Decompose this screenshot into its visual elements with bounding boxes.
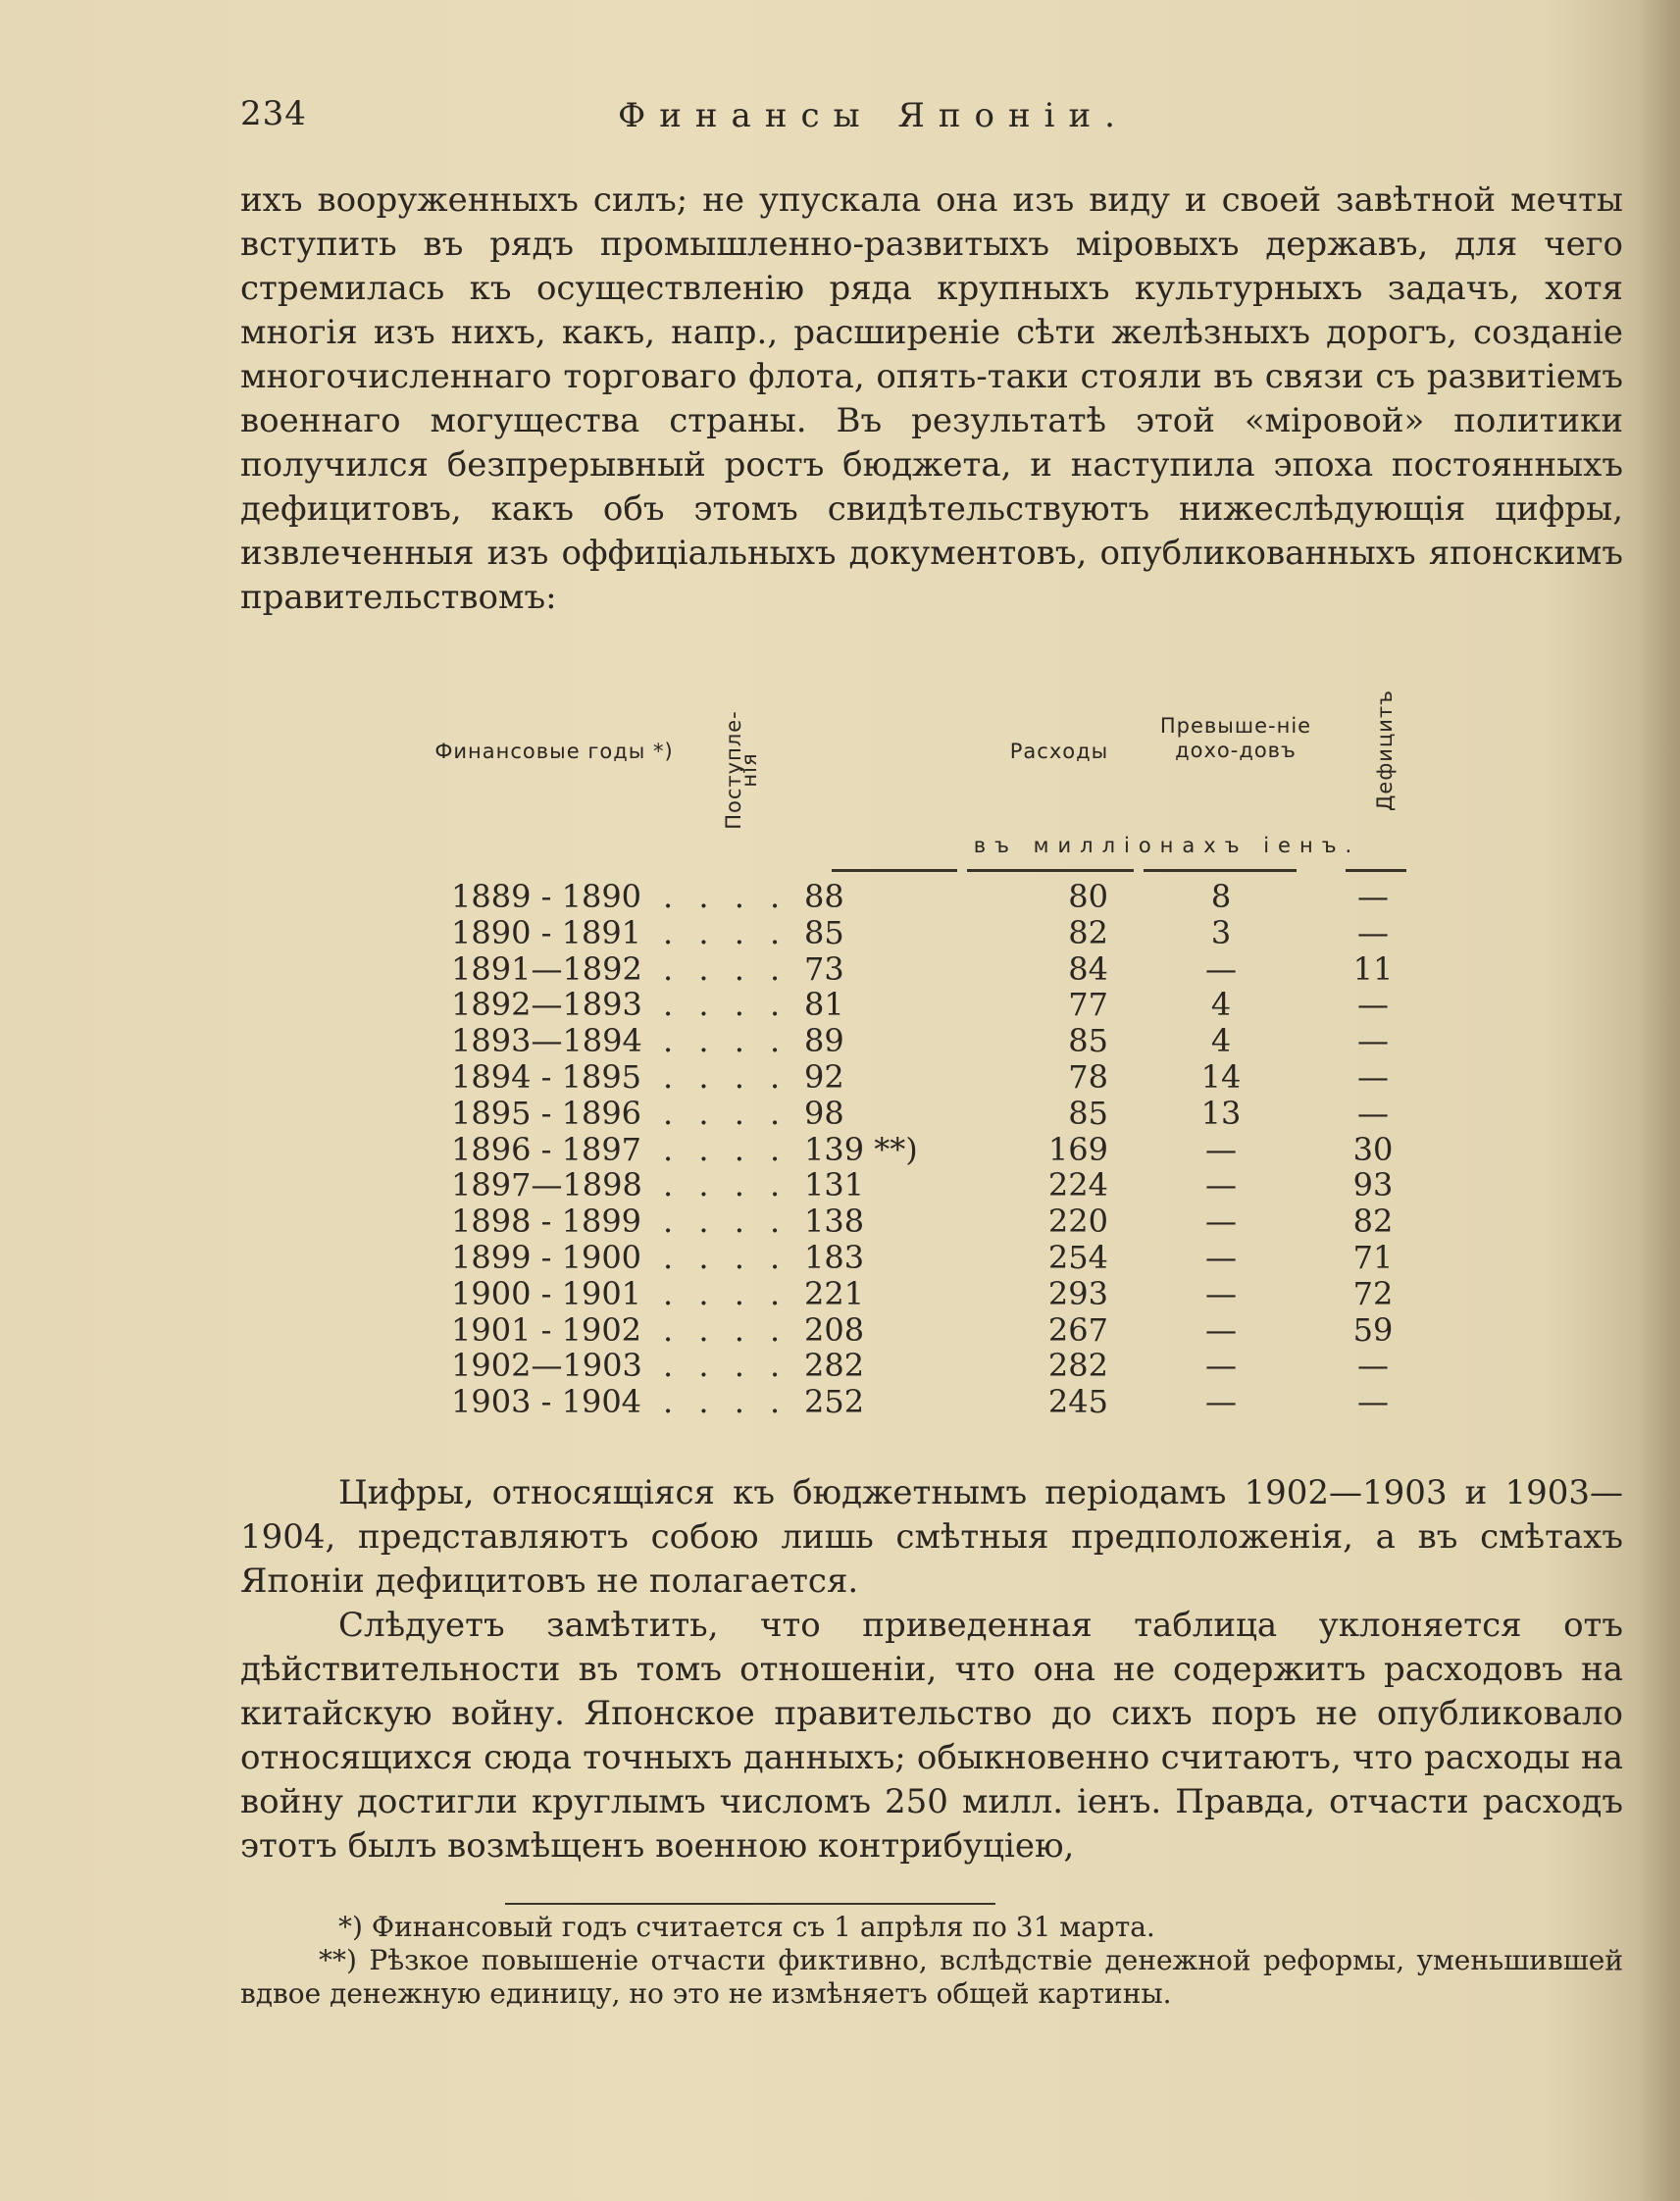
page-number: 234 xyxy=(240,94,307,133)
paragraph-bottom xyxy=(240,1471,1623,1868)
cell-years: 1892—1893 xyxy=(451,986,642,1024)
header-expense: Расходы xyxy=(1009,740,1109,763)
cell-expense: 82 xyxy=(1068,913,1108,951)
cell-dots: . . . . xyxy=(663,1094,789,1132)
cell-deficit: 59 xyxy=(1352,1310,1394,1349)
table-row xyxy=(432,1276,1432,1312)
cell-income: 73 xyxy=(804,949,844,988)
cell-income: 88 xyxy=(804,878,844,915)
table-row xyxy=(432,1096,1432,1132)
cell-expense: 267 xyxy=(1047,1310,1108,1349)
table-row xyxy=(432,1059,1432,1096)
cell-dots: . . . . xyxy=(663,1022,789,1060)
cell-expense: 80 xyxy=(1068,878,1108,915)
cell-years: 1903 - 1904 xyxy=(451,1383,642,1421)
footnote-rule xyxy=(505,1903,995,1905)
header-years: Финансовые годы *) xyxy=(434,740,674,763)
table-row xyxy=(432,879,1432,915)
cell-expense: 78 xyxy=(1068,1057,1108,1096)
cell-years: 1891—1892 xyxy=(451,949,642,988)
cell-years: 1901 - 1902 xyxy=(451,1310,642,1349)
footnote-1: *) Финансовый годъ считается съ 1 апрѣля по 31 марта. xyxy=(338,1911,1155,1943)
cell-expense: 245 xyxy=(1047,1383,1108,1421)
cell-years: 1889 - 1890 xyxy=(451,878,642,915)
cell-surplus: — xyxy=(1205,1203,1237,1241)
cell-years: 1900 - 1901 xyxy=(451,1274,642,1312)
cell-deficit: 82 xyxy=(1352,1203,1394,1241)
cell-income: 221 xyxy=(804,1274,865,1312)
table-row xyxy=(432,1240,1432,1276)
cell-expense: 77 xyxy=(1068,986,1108,1024)
header-deficit: Дефицитъ xyxy=(1373,690,1397,811)
page-edge-shadow xyxy=(1641,0,1680,2201)
cell-dots: . . . . xyxy=(663,1166,789,1204)
cell-dots: . . . . xyxy=(663,1130,789,1168)
cell-dots: . . . . xyxy=(663,1238,789,1276)
cell-surplus: — xyxy=(1205,1347,1237,1385)
table-row xyxy=(432,1203,1432,1240)
cell-income: 92 xyxy=(804,1057,844,1096)
table-row xyxy=(432,951,1432,988)
running-head: Финансы Японіи. xyxy=(618,96,1129,135)
footnote-2: **) Рѣзкое повышеніе отчасти фиктивно, вслѣдствіе денежной реформы, уменьшившей вдвое денежную единицу, но это не измѣняетъ общей картины. xyxy=(240,1944,1623,2010)
units-caption: въ милліонахъ іенъ. xyxy=(973,834,1361,857)
cell-surplus: — xyxy=(1205,949,1237,988)
cell-deficit: — xyxy=(1357,1347,1389,1385)
cell-expense: 220 xyxy=(1047,1203,1108,1241)
cell-income: 85 xyxy=(804,913,844,951)
table-row xyxy=(432,915,1432,951)
cell-expense: 293 xyxy=(1047,1274,1108,1312)
cell-dots: . . . . xyxy=(663,949,789,988)
header-surplus: Превыше-ніе дохо-довъ xyxy=(1159,714,1312,762)
cell-expense: 282 xyxy=(1047,1347,1108,1385)
table-row xyxy=(432,1132,1432,1168)
cell-dots: . . . . xyxy=(663,1203,789,1241)
cell-surplus: — xyxy=(1205,1310,1237,1349)
table-row xyxy=(432,1348,1432,1384)
cell-deficit: — xyxy=(1357,878,1389,915)
header-rule xyxy=(832,869,957,872)
footnotes xyxy=(240,1911,1623,2011)
cell-dots: . . . . xyxy=(663,1383,789,1421)
header-rule xyxy=(1144,869,1297,872)
cell-years: 1899 - 1900 xyxy=(451,1238,642,1276)
cell-deficit: — xyxy=(1357,1022,1389,1060)
cell-dots: . . . . xyxy=(663,878,789,915)
cell-years: 1898 - 1899 xyxy=(451,1203,642,1241)
cell-deficit: — xyxy=(1357,1057,1389,1096)
header-rule xyxy=(967,869,1134,872)
paragraph-top xyxy=(240,179,1623,620)
cell-years: 1902—1903 xyxy=(451,1347,642,1385)
table-body xyxy=(432,879,1432,1420)
table-row xyxy=(432,1167,1432,1203)
cell-surplus: 14 xyxy=(1200,1057,1242,1096)
cell-years: 1895 - 1896 xyxy=(451,1094,642,1132)
cell-deficit: 11 xyxy=(1352,949,1394,988)
cell-income: 131 xyxy=(804,1166,865,1204)
cell-expense: 85 xyxy=(1068,1022,1108,1060)
cell-expense: 169 xyxy=(1047,1130,1108,1168)
cell-income: 282 xyxy=(804,1347,865,1385)
cell-deficit: — xyxy=(1357,1383,1389,1421)
cell-dots: . . . . xyxy=(663,1347,789,1385)
cell-surplus: 3 xyxy=(1210,913,1232,951)
cell-income: 208 xyxy=(804,1310,865,1349)
cell-surplus: — xyxy=(1205,1166,1237,1204)
cell-income: 81 xyxy=(804,986,844,1024)
paragraph-text: Слѣдуетъ замѣтить, что приведенная таблица уклоняется отъ дѣйствительности въ томъ отношеніи, что она не содержитъ расходовъ на китайскую войну. Японское правительство до сихъ поръ не опубликовало относящихся сюда точныхъ данныхъ; обыкновенно считаютъ, что расходы на войну достигли круглымъ числомъ 250 милл. іенъ. Правда, отчасти расходъ этотъ былъ возмѣщенъ военною контрибуціею, xyxy=(240,1606,1623,1866)
cell-dots: . . . . xyxy=(663,1274,789,1312)
cell-surplus: — xyxy=(1205,1130,1237,1168)
cell-dots: . . . . xyxy=(663,1310,789,1349)
cell-expense: 84 xyxy=(1068,949,1108,988)
cell-surplus: 4 xyxy=(1210,1022,1232,1060)
table-row xyxy=(432,987,1432,1023)
cell-years: 1896 - 1897 xyxy=(451,1130,642,1168)
budget-table xyxy=(432,677,1432,1432)
cell-income: 252 xyxy=(804,1383,865,1421)
header-rule xyxy=(1346,869,1406,872)
table-row xyxy=(432,1023,1432,1059)
cell-years: 1890 - 1891 xyxy=(451,913,642,951)
cell-years: 1897—1898 xyxy=(451,1166,642,1204)
cell-deficit: — xyxy=(1357,913,1389,951)
page-header xyxy=(240,94,1613,143)
cell-expense: 224 xyxy=(1047,1166,1108,1204)
cell-years: 1893—1894 xyxy=(451,1022,642,1060)
cell-deficit: 30 xyxy=(1352,1130,1394,1168)
cell-expense: 85 xyxy=(1068,1094,1108,1132)
cell-surplus: 4 xyxy=(1210,986,1232,1024)
cell-expense: 254 xyxy=(1047,1238,1108,1276)
cell-income: 89 xyxy=(804,1022,844,1060)
cell-surplus: — xyxy=(1205,1238,1237,1276)
header-income: Поступле-нія xyxy=(722,710,761,830)
paragraph-text: Цифры, относящіяся къ бюджетнымъ періодамъ 1902—1903 и 1903—1904, представляютъ собою лишь смѣтныя предположенія, а въ смѣтахъ Японіи дефицитовъ не полагается. xyxy=(240,1473,1623,1601)
cell-surplus: 13 xyxy=(1200,1094,1242,1132)
cell-surplus: — xyxy=(1205,1274,1237,1312)
cell-dots: . . . . xyxy=(663,1057,789,1096)
cell-deficit: 71 xyxy=(1352,1238,1394,1276)
cell-years: 1894 - 1895 xyxy=(451,1057,642,1096)
cell-deficit: 93 xyxy=(1352,1166,1394,1204)
cell-surplus: 8 xyxy=(1210,878,1232,915)
table-row xyxy=(432,1312,1432,1349)
cell-dots: . . . . xyxy=(663,986,789,1024)
cell-deficit: — xyxy=(1357,986,1389,1024)
table-row xyxy=(432,1384,1432,1420)
cell-dots: . . . . xyxy=(663,913,789,951)
cell-income: 138 xyxy=(804,1203,865,1241)
cell-income: 98 xyxy=(804,1094,844,1132)
cell-deficit: 72 xyxy=(1352,1274,1394,1312)
cell-income: 139 **) xyxy=(804,1130,918,1168)
cell-income: 183 xyxy=(804,1238,865,1276)
cell-surplus: — xyxy=(1205,1383,1237,1421)
cell-deficit: — xyxy=(1357,1094,1389,1132)
paragraph-text: ихъ вооруженныхъ силъ; не упускала она изъ виду и своей завѣтной мечты вступить въ рядъ промышленно-развитыхъ міровыхъ державъ, для чего стремилась къ осуществленію ряда крупныхъ культурныхъ задачъ, хотя многія изъ нихъ, какъ, напр., расширеніе сѣти желѣзныхъ дорогъ, созданіе многочисленнаго торговаго флота, опять-таки стояли въ связи съ развитіемъ военнаго могущества страны. Въ результатѣ этой «міровой» политики получился безпрерывный ростъ бюджета, и наступила эпоха постоянныхъ дефицитовъ, какъ объ этомъ свидѣтельствуютъ нижеслѣдующія цифры, извлеченныя изъ оффиціальныхъ документовъ, опубликованныхъ японскимъ правительствомъ: xyxy=(240,180,1623,617)
